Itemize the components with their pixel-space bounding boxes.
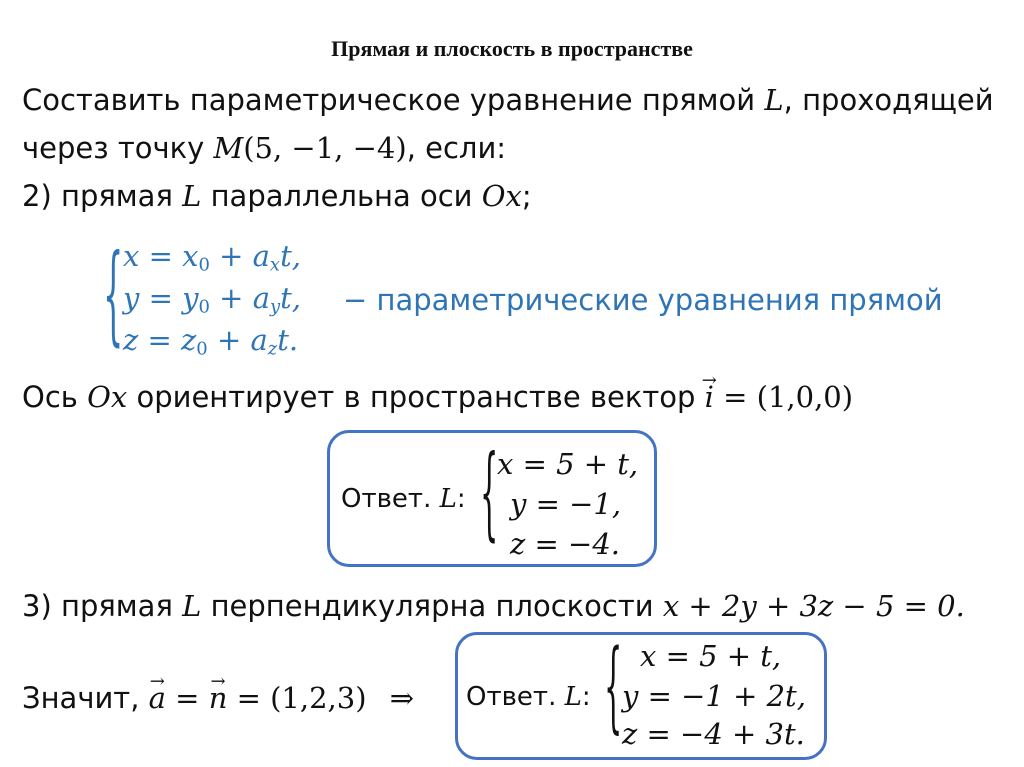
vector-n-value: = (1,2,3) (236, 681, 367, 715)
answer-2-eq-2: y = −1, (510, 487, 622, 521)
case-3-heading (22, 589, 965, 623)
param-note: − параметрические уравнения прямой (343, 283, 943, 317)
problem-line-1 (22, 83, 994, 117)
answer-2-label: Ответ. L: (341, 484, 466, 514)
line-var: L (764, 83, 784, 117)
system-brace: { (103, 233, 124, 359)
page-title: Прямая и плоскость в пространстве (331, 36, 693, 61)
answer-3-eq-1: x = 5 + t, (640, 639, 782, 673)
case-2-heading (22, 179, 532, 213)
case-3-text: перпендикулярна плоскости (210, 589, 654, 623)
answer-3-eq-3: z = −4 + 3t. (622, 717, 805, 751)
vector-i: → i (705, 383, 714, 412)
implies-arrow-icon: ⇒ (389, 681, 415, 715)
case-2-axis: Ox (481, 179, 522, 213)
problem-text: Составить параметрическое уравнение прямой (22, 83, 756, 117)
case-2-tail: ; (521, 179, 532, 213)
case-2-var: L (182, 179, 202, 213)
conclusion-line (22, 681, 415, 715)
vector-n: → n (209, 684, 228, 713)
orient-line (22, 380, 854, 414)
answer-3-eq-2: y = −1 + 2t, (622, 679, 806, 713)
case-2-text: параллельна оси (210, 179, 473, 213)
problem-tail-2: , если: (406, 131, 507, 165)
plane-equation: x + 2y + 3z − 5 = 0. (662, 589, 965, 623)
point-text: через точку (22, 131, 205, 165)
param-eq-1: $x = x_0 + a_xt$, (123, 239, 301, 276)
param-eq-2: $y = y_0 + a_yt$, (123, 281, 302, 318)
equals-sign: = (175, 681, 200, 715)
vector-a: → a (149, 684, 166, 713)
point-coords: (5, −1, −4) (243, 131, 407, 165)
orient-text-2: ориентирует в пространстве вектор (136, 380, 696, 414)
problem-tail: , проходящей (783, 83, 994, 117)
vector-i-value: = (1,0,0) (723, 380, 854, 414)
case-2-prefix: 2) прямая (22, 179, 173, 213)
answer-3-brace: { (604, 631, 623, 745)
orient-text-1: Ось (22, 380, 78, 414)
case-3-var: L (182, 589, 202, 623)
answer-2-eq-1: x = 5 + t, (497, 447, 639, 481)
conclusion-text: Значит, (22, 681, 140, 715)
point-name: M (213, 131, 244, 165)
param-eq-3: $z = z_0 + a_zt$. (123, 323, 299, 360)
orient-axis: Ox (87, 380, 128, 414)
answer-2-brace: { (480, 437, 499, 553)
answer-3-label: Ответ. L: (466, 682, 591, 712)
answer-2-eq-3: z = −4. (510, 527, 620, 561)
problem-line-2 (22, 131, 507, 165)
case-3-prefix: 3) прямая (22, 589, 173, 623)
